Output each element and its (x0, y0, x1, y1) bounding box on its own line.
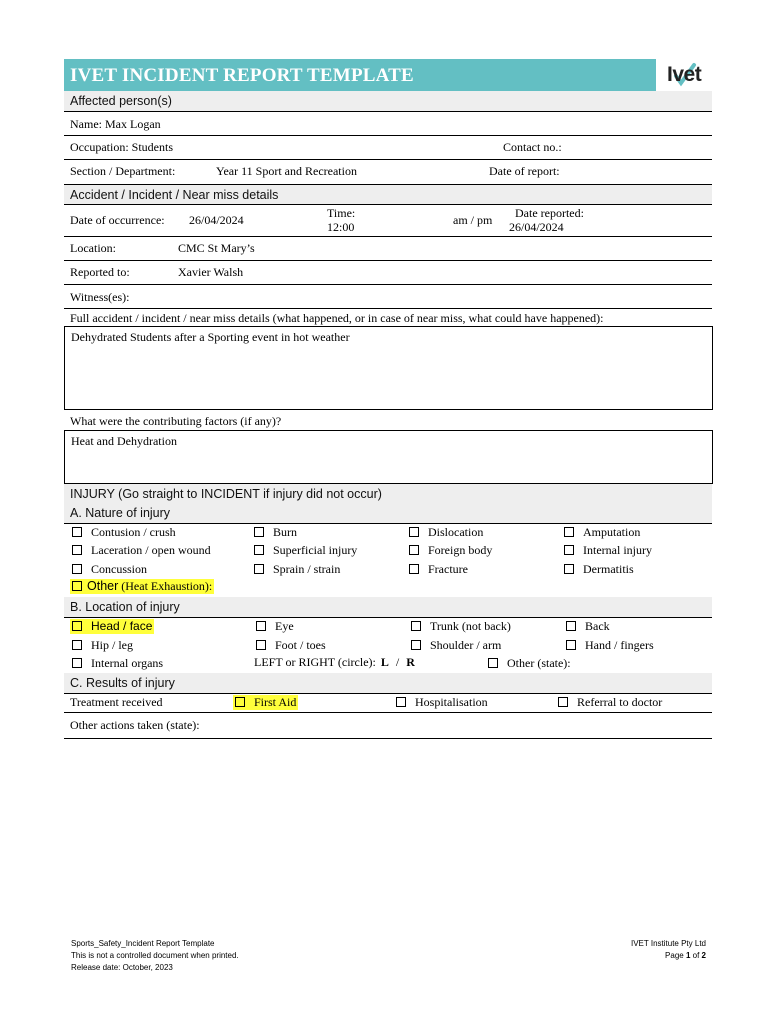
checkbox-dermatitis[interactable]: Dermatitis (564, 562, 634, 577)
checkbox-icon (72, 564, 82, 574)
checkbox-icon (564, 527, 574, 537)
checkbox-other-nature[interactable]: Other (Heat Exhaustion): (70, 579, 214, 594)
location-label: Location: (70, 241, 116, 255)
details-label: Full accident / incident / near miss details (what happened, or in case of near miss, what could have happened): (70, 311, 604, 325)
checkbox-laceration[interactable]: Laceration / open wound (72, 543, 211, 558)
divider (64, 617, 712, 618)
left-right-label: LEFT or RIGHT (circle): L / R (254, 655, 415, 669)
checkbox-amputation[interactable]: Amputation (564, 525, 640, 540)
footer-page-number: Page 1 of 2 (665, 951, 706, 960)
details-textarea[interactable] (64, 326, 713, 410)
date-occurrence-label: Date of occurrence: (70, 213, 165, 227)
left-right-slash: / (395, 655, 400, 669)
checkbox-icon (256, 640, 266, 650)
name-field[interactable]: Name: Max Logan (70, 117, 161, 131)
checkbox-icon (488, 658, 498, 668)
divider (64, 693, 712, 694)
checkbox-icon (254, 564, 264, 574)
checkbox-icon (72, 581, 82, 591)
affected-persons-heading: Affected person(s) (64, 91, 712, 111)
reported-to-value[interactable]: Xavier Walsh (178, 265, 244, 279)
checkbox-hip-leg[interactable]: Hip / leg (72, 638, 133, 653)
factors-value: Heat and Dehydration (71, 434, 177, 448)
divider (64, 236, 712, 237)
checkbox-referral[interactable]: Referral to doctor (558, 695, 662, 710)
occupation-field[interactable]: Occupation: Students (70, 140, 173, 154)
checkbox-icon (409, 527, 419, 537)
checkbox-dislocation[interactable]: Dislocation (409, 525, 483, 540)
ivet-logo (664, 60, 714, 92)
footer-controlled: This is not a controlled document when printed. (71, 951, 239, 960)
checkbox-concussion[interactable]: Concussion (72, 562, 147, 577)
checkbox-icon (558, 697, 568, 707)
section-value[interactable]: Year 11 Sport and Recreation (216, 164, 357, 178)
checkbox-icon (72, 621, 82, 631)
checkbox-icon (566, 621, 576, 631)
checkbox-head-face[interactable]: Head / face (70, 619, 154, 634)
checkbox-internal-organs[interactable]: Internal organs (72, 656, 163, 671)
checkbox-icon (256, 621, 266, 631)
date-occurrence-value[interactable]: 26/04/2024 (189, 213, 244, 227)
checkbox-eye[interactable]: Eye (256, 619, 294, 634)
date-reported-value[interactable]: 26/04/2024 (509, 220, 564, 234)
checkbox-first-aid[interactable]: First Aid (233, 695, 298, 710)
other-actions-label: Other actions taken (state): (70, 718, 200, 732)
details-value: Dehydrated Students after a Sporting event in hot weather (71, 330, 350, 344)
checkbox-icon (564, 564, 574, 574)
footer-left (71, 938, 239, 974)
checkbox-back[interactable]: Back (566, 619, 610, 634)
checkbox-icon (72, 658, 82, 668)
checkbox-icon (411, 621, 421, 631)
divider (64, 712, 712, 713)
footer-company: IVET Institute Pty Ltd (631, 939, 706, 948)
checkbox-internal-injury[interactable]: Internal injury (564, 543, 652, 558)
right-option[interactable]: R (406, 655, 415, 669)
checkbox-icon (72, 640, 82, 650)
checkbox-sprain[interactable]: Sprain / strain (254, 562, 340, 577)
date-of-report-label: Date of report: (489, 164, 560, 178)
factors-label: What were the contributing factors (if any)? (70, 414, 282, 428)
checkbox-icon (72, 545, 82, 555)
page-title: IVET INCIDENT REPORT TEMPLATE (70, 65, 414, 86)
checkbox-burn[interactable]: Burn (254, 525, 297, 540)
checkbox-other-location[interactable]: Other (state): (488, 656, 571, 671)
checkbox-hospitalisation[interactable]: Hospitalisation (396, 695, 488, 710)
results-heading: C. Results of injury (64, 673, 712, 693)
checkbox-foot-toes[interactable]: Foot / toes (256, 638, 326, 653)
logo-text: Ivet (667, 63, 702, 86)
checkbox-hand-fingers[interactable]: Hand / fingers (566, 638, 654, 653)
contact-label: Contact no.: (503, 140, 562, 154)
checkbox-icon (411, 640, 421, 650)
footer-right (631, 938, 706, 962)
divider (64, 308, 712, 309)
section-label: Section / Department: (70, 164, 176, 178)
factors-textarea[interactable] (64, 430, 713, 484)
treatment-label: Treatment received (70, 695, 163, 709)
checkbox-trunk[interactable]: Trunk (not back) (411, 619, 511, 634)
checkbox-fracture[interactable]: Fracture (409, 562, 468, 577)
time-value[interactable]: 12:00 (327, 220, 355, 234)
divider (64, 159, 712, 160)
divider (64, 204, 712, 205)
divider (64, 135, 712, 136)
divider (64, 738, 712, 739)
checkbox-icon (254, 527, 264, 537)
checkbox-contusion[interactable]: Contusion / crush (72, 525, 176, 540)
checkbox-icon (564, 545, 574, 555)
reported-to-label: Reported to: (70, 265, 130, 279)
checkbox-icon (235, 697, 245, 707)
checkbox-icon (72, 527, 82, 537)
location-injury-heading: B. Location of injury (64, 597, 712, 617)
checkbox-icon (409, 545, 419, 555)
checkbox-foreign-body[interactable]: Foreign body (409, 543, 492, 558)
am-pm-label: am / pm (453, 213, 493, 227)
checkbox-icon (254, 545, 264, 555)
nature-heading: A. Nature of injury (64, 503, 712, 523)
injury-heading: INJURY (Go straight to INCIDENT if injury did not occur) (64, 484, 712, 504)
witness-label: Witness(es): (70, 290, 130, 304)
accident-details-heading: Accident / Incident / Near miss details (64, 184, 712, 205)
location-value[interactable]: CMC St Mary’s (178, 241, 255, 255)
footer-doc-name: Sports_Safety_Incident Report Template (71, 939, 215, 948)
checkbox-icon (409, 564, 419, 574)
left-option[interactable]: L (380, 655, 389, 669)
divider (64, 260, 712, 261)
checkbox-superficial[interactable]: Superficial injury (254, 543, 357, 558)
checkbox-shoulder-arm[interactable]: Shoulder / arm (411, 638, 501, 653)
checkbox-icon (566, 640, 576, 650)
divider (64, 284, 712, 285)
title-banner (64, 59, 656, 91)
checkbox-icon (396, 697, 406, 707)
date-reported-label: Date reported: (515, 206, 584, 220)
divider (64, 111, 712, 112)
time-label: Time: (327, 206, 356, 220)
divider (64, 523, 712, 524)
footer-release: Release date: October, 2023 (71, 963, 173, 972)
